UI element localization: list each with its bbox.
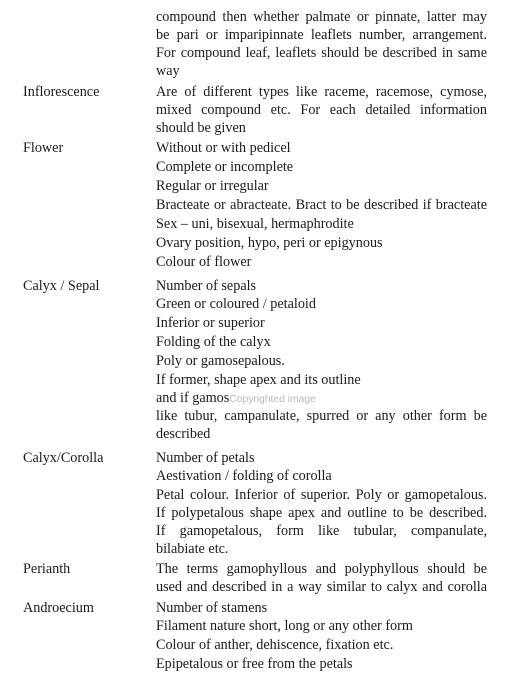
description-line: Regular or irregular [156, 178, 269, 194]
description-line: bilabiate etc. [156, 541, 229, 557]
description-text: and if gamos [156, 390, 230, 406]
description-line: For compound leaf, leaflets should be described in same [156, 45, 487, 61]
description-line: Are of different types like raceme, racemose, cymose, [156, 84, 487, 100]
description-line: Green or coloured / petaloid [156, 296, 316, 312]
description-line: Complete or incomplete [156, 159, 294, 175]
description-line: mixed compound etc. For each detailed information [156, 102, 487, 118]
description-line: Colour of flower [156, 254, 252, 270]
description-line: If polypetalous shape apex and outline to be described. [156, 505, 487, 521]
description-line: be pari or imparipinnate leaflets number, arrangement. [156, 27, 487, 43]
term-label: Calyx / Sepal [23, 278, 100, 294]
term-label: Perianth [23, 561, 71, 577]
description-line: should be given [156, 120, 246, 136]
description-line: Epipetalous or free from the petals [156, 656, 353, 672]
description-line: Ovary position, hypo, peri or epigynous [156, 235, 383, 251]
description-line: described [156, 426, 211, 442]
term-label: Calyx/Corolla [23, 450, 104, 466]
description-line: Number of sepals [156, 278, 257, 294]
term-label: Androecium [23, 600, 94, 616]
description-line: Number of stamens [156, 600, 268, 616]
description-line: Colour of anther, dehiscence, fixation etc. [156, 637, 394, 653]
description-line: Number of petals [156, 450, 255, 466]
description-line: Folding of the calyx [156, 334, 271, 350]
term-label: Flower [23, 140, 64, 156]
description-line: If gamopetalous, form like tubular, companulate, [156, 523, 487, 539]
description-line: Without or with pedicel [156, 140, 291, 156]
description-line: Petal colour. Inferior of superior. Poly or gamopetalous. [156, 487, 487, 503]
description-line: Sex – uni, bisexual, hermaphrodite [156, 216, 354, 232]
description-line [156, 389, 316, 409]
description-line: like tubur, campanulate, spurred or any other form be [156, 408, 487, 424]
description-line: Bracteate or abracteate. Bract to be described if bracteate [156, 197, 487, 213]
description-line: If former, shape apex and its outline [156, 372, 361, 388]
description-line: Inferior or superior [156, 315, 265, 331]
description-line: way [156, 63, 180, 79]
description-line: The terms gamophyllous and polyphyllous should be [156, 561, 487, 577]
description-line: Filament nature short, long or any other form [156, 618, 413, 634]
term-label: Inflorescence [23, 84, 100, 100]
description-line: used and described in a way similar to calyx and corolla [156, 579, 487, 595]
description-line: compound then whether palmate or pinnate, latter may [156, 9, 487, 25]
description-line: Poly or gamosepalous. [156, 353, 285, 369]
copyright-watermark: Copyrighted image [229, 393, 316, 405]
description-line: Aestivation / folding of corolla [156, 468, 332, 484]
